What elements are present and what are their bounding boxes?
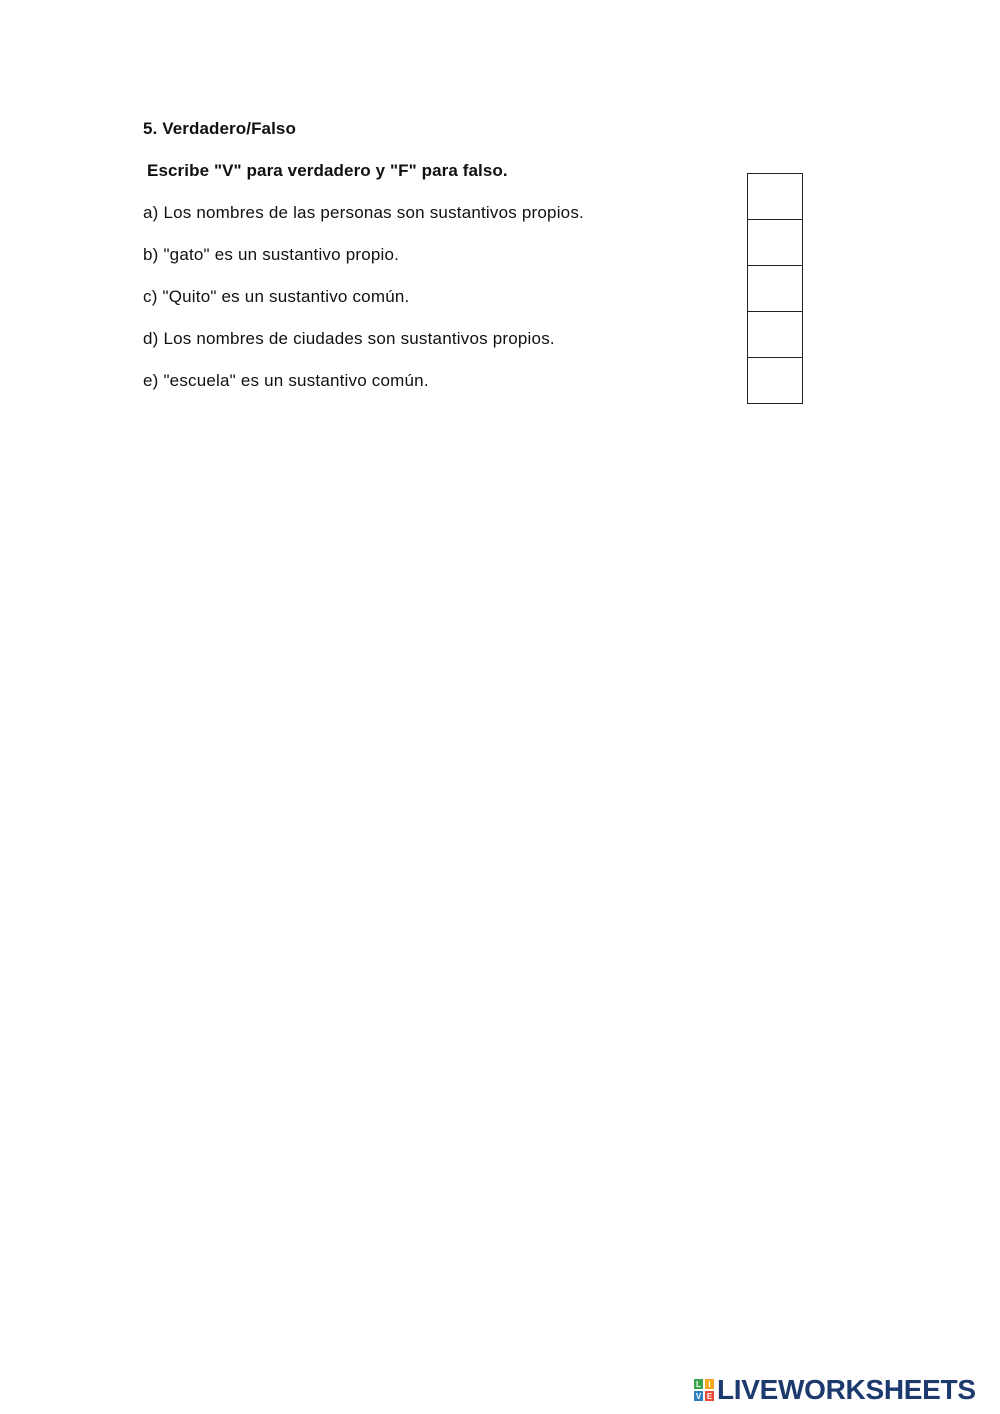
liveworksheets-logo-icon xyxy=(693,1378,715,1402)
logo-tile-l: L xyxy=(693,1378,704,1390)
logo-tile-i: I xyxy=(704,1378,715,1390)
liveworksheets-brand xyxy=(693,1374,976,1406)
statement-a: a) Los nombres de las personas son sustantivos propios. xyxy=(143,203,584,222)
answer-box-d[interactable] xyxy=(747,312,803,358)
statement-c: c) "Quito" es un sustantivo común. xyxy=(143,287,410,306)
answer-box-column xyxy=(747,173,803,404)
answer-box-b[interactable] xyxy=(747,220,803,266)
logo-tile-v: V xyxy=(693,1390,704,1402)
logo-tile-e: E xyxy=(704,1390,715,1402)
answer-box-c[interactable] xyxy=(747,266,803,312)
statement-b: b) "gato" es un sustantivo propio. xyxy=(143,245,400,264)
brand-wordmark: LIVEWORKSHEETS xyxy=(717,1374,976,1405)
statement-e: e) "escuela" es un sustantivo común. xyxy=(143,371,429,390)
answer-box-a[interactable] xyxy=(747,173,803,220)
section-heading: 5. Verdadero/Falso xyxy=(143,119,296,138)
instruction-text: Escribe "V" para verdadero y "F" para falso. xyxy=(147,161,508,180)
answer-box-e[interactable] xyxy=(747,358,803,404)
statement-d: d) Los nombres de ciudades son sustantivos propios. xyxy=(143,329,555,348)
